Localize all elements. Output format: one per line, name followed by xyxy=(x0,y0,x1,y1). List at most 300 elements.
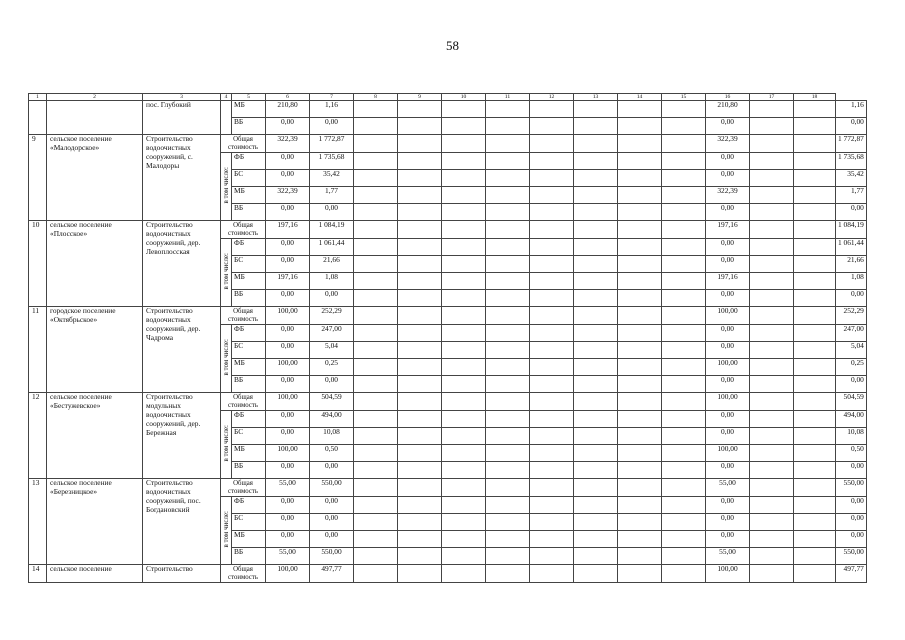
object-name: Строительство водоочистных сооружений, пос. Богдановский xyxy=(143,479,221,565)
empty-cell xyxy=(662,548,706,565)
empty-cell xyxy=(574,256,618,273)
empty-cell xyxy=(794,307,836,325)
empty-cell xyxy=(574,153,618,170)
value-col5: 0,00 xyxy=(266,170,310,187)
empty-cell xyxy=(574,273,618,290)
empty-cell xyxy=(750,514,794,531)
source-code: БС xyxy=(232,428,266,445)
source-code: МБ xyxy=(232,273,266,290)
empty-cell xyxy=(398,153,442,170)
value-col5: 0,00 xyxy=(266,204,310,221)
empty-cell xyxy=(618,462,662,479)
value-col18: 1 735,68 xyxy=(836,153,867,170)
empty-cell xyxy=(486,445,530,462)
empty-cell xyxy=(618,479,662,497)
empty-cell xyxy=(794,239,836,256)
value-col18: 550,00 xyxy=(836,479,867,497)
empty-cell xyxy=(398,411,442,428)
empty-cell xyxy=(398,497,442,514)
value-col6: 35,42 xyxy=(310,170,354,187)
empty-cell xyxy=(794,411,836,428)
empty-cell xyxy=(662,135,706,153)
empty-cell xyxy=(618,376,662,393)
empty-cell xyxy=(354,135,398,153)
column-number: 10 xyxy=(442,94,486,101)
empty-cell xyxy=(750,479,794,497)
empty-cell xyxy=(398,393,442,411)
empty-cell xyxy=(442,393,486,411)
budget-table xyxy=(28,93,867,583)
empty-cell xyxy=(442,239,486,256)
empty-cell xyxy=(354,428,398,445)
value-col6: 0,00 xyxy=(310,204,354,221)
column-number-row xyxy=(29,94,867,101)
value-col6: 21,66 xyxy=(310,256,354,273)
empty-cell xyxy=(354,531,398,548)
empty-cell xyxy=(750,256,794,273)
column-number: 11 xyxy=(486,94,530,101)
empty-cell xyxy=(750,531,794,548)
value-col6: 252,29 xyxy=(310,307,354,325)
empty-cell xyxy=(750,153,794,170)
column-number: 5 xyxy=(232,94,266,101)
empty-cell xyxy=(574,462,618,479)
value-col6: 0,00 xyxy=(310,290,354,307)
value-col18: 0,00 xyxy=(836,118,867,135)
value-col15: 0,00 xyxy=(706,531,750,548)
column-number: 1 xyxy=(29,94,47,101)
empty-cell xyxy=(530,239,574,256)
column-number: 18 xyxy=(794,94,836,101)
value-col15: 100,00 xyxy=(706,565,750,583)
empty-cell xyxy=(574,411,618,428)
empty-cell xyxy=(442,531,486,548)
total-label: Общая стоимость xyxy=(221,479,266,497)
value-col15: 0,00 xyxy=(706,170,750,187)
value-col18: 0,00 xyxy=(836,462,867,479)
value-col6: 0,00 xyxy=(310,376,354,393)
empty-cell xyxy=(398,273,442,290)
empty-cell xyxy=(750,428,794,445)
source-code: ВБ xyxy=(232,290,266,307)
empty-cell xyxy=(354,204,398,221)
value-col18: 35,42 xyxy=(836,170,867,187)
empty-cell xyxy=(662,101,706,118)
empty-cell xyxy=(354,325,398,342)
empty-cell xyxy=(530,204,574,221)
empty-cell xyxy=(662,307,706,325)
empty-cell xyxy=(662,118,706,135)
empty-cell xyxy=(398,514,442,531)
value-col5: 0,00 xyxy=(266,290,310,307)
sub-label: в том числе: xyxy=(221,424,230,462)
value-col18: 5,04 xyxy=(836,342,867,359)
source-code: ВБ xyxy=(232,118,266,135)
value-col18: 252,29 xyxy=(836,307,867,325)
value-col5: 0,00 xyxy=(266,531,310,548)
empty-cell xyxy=(530,256,574,273)
empty-cell xyxy=(750,411,794,428)
empty-cell xyxy=(750,325,794,342)
empty-cell xyxy=(486,118,530,135)
empty-cell xyxy=(574,393,618,411)
empty-cell xyxy=(530,462,574,479)
empty-cell xyxy=(574,290,618,307)
empty-cell xyxy=(794,514,836,531)
source-code: ВБ xyxy=(232,548,266,565)
empty-cell xyxy=(442,411,486,428)
empty-cell xyxy=(794,393,836,411)
empty-cell xyxy=(618,170,662,187)
empty-cell xyxy=(398,342,442,359)
value-col5: 322,39 xyxy=(266,135,310,153)
empty-cell xyxy=(794,325,836,342)
empty-cell xyxy=(530,187,574,204)
empty-cell xyxy=(354,497,398,514)
column-number: 16 xyxy=(706,94,750,101)
empty-cell xyxy=(618,290,662,307)
empty-cell xyxy=(486,548,530,565)
value-col15: 0,00 xyxy=(706,118,750,135)
column-number: 6 xyxy=(266,94,310,101)
table-row xyxy=(29,307,867,325)
empty-cell xyxy=(794,359,836,376)
empty-cell xyxy=(530,135,574,153)
empty-cell xyxy=(354,565,398,583)
empty-cell xyxy=(618,118,662,135)
empty-cell xyxy=(574,359,618,376)
empty-cell xyxy=(442,273,486,290)
empty-cell xyxy=(618,307,662,325)
empty-cell xyxy=(794,170,836,187)
sub-label: в том числе: xyxy=(221,252,230,290)
empty-cell xyxy=(574,479,618,497)
settlement: сельское поселение «Плосское» xyxy=(47,221,143,307)
empty-cell xyxy=(398,256,442,273)
sub-label-cell xyxy=(221,411,232,479)
empty-cell xyxy=(530,428,574,445)
empty-cell xyxy=(442,325,486,342)
value-col5: 0,00 xyxy=(266,342,310,359)
empty-cell xyxy=(662,445,706,462)
empty-cell xyxy=(794,273,836,290)
column-number: 14 xyxy=(618,94,662,101)
value-col5: 0,00 xyxy=(266,497,310,514)
empty-cell xyxy=(442,221,486,239)
empty-cell xyxy=(486,204,530,221)
empty-cell xyxy=(398,565,442,583)
empty-cell xyxy=(398,445,442,462)
empty-cell xyxy=(530,359,574,376)
empty-cell xyxy=(530,393,574,411)
empty-cell xyxy=(750,135,794,153)
empty-cell xyxy=(354,462,398,479)
empty-cell xyxy=(354,376,398,393)
empty-cell xyxy=(442,153,486,170)
empty-cell xyxy=(398,290,442,307)
source-code: МБ xyxy=(232,445,266,462)
object-name: Строительство водоочистных сооружений, дер. Чадрома xyxy=(143,307,221,393)
empty-cell xyxy=(618,325,662,342)
value-col5: 322,39 xyxy=(266,187,310,204)
value-col18: 1 061,44 xyxy=(836,239,867,256)
value-col18: 504,59 xyxy=(836,393,867,411)
source-code: ВБ xyxy=(232,376,266,393)
empty-cell xyxy=(750,462,794,479)
row-number: 13 xyxy=(29,479,47,565)
empty-cell xyxy=(398,170,442,187)
empty-cell xyxy=(442,445,486,462)
empty-cell xyxy=(662,462,706,479)
source-code: ФБ xyxy=(232,497,266,514)
value-col6: 497,77 xyxy=(310,565,354,583)
empty-cell xyxy=(442,135,486,153)
empty-cell xyxy=(354,221,398,239)
empty-cell xyxy=(574,204,618,221)
empty-cell xyxy=(530,342,574,359)
empty-cell xyxy=(574,118,618,135)
value-col15: 100,00 xyxy=(706,445,750,462)
table-row xyxy=(29,221,867,239)
value-col6: 0,00 xyxy=(310,531,354,548)
value-col5: 0,00 xyxy=(266,239,310,256)
empty-cell xyxy=(486,479,530,497)
empty-cell xyxy=(530,101,574,118)
table-row xyxy=(29,135,867,153)
empty-cell xyxy=(662,204,706,221)
empty-cell xyxy=(530,497,574,514)
empty-cell xyxy=(662,221,706,239)
row-number: 10 xyxy=(29,221,47,307)
column-number: 15 xyxy=(662,94,706,101)
sub-label-cell xyxy=(221,239,232,307)
empty-cell xyxy=(662,393,706,411)
value-col5: 0,00 xyxy=(266,153,310,170)
empty-cell xyxy=(486,428,530,445)
empty-cell xyxy=(486,221,530,239)
empty-cell xyxy=(530,221,574,239)
empty-cell xyxy=(486,411,530,428)
value-col6: 0,00 xyxy=(310,497,354,514)
value-col15: 0,00 xyxy=(706,153,750,170)
empty-cell xyxy=(354,514,398,531)
empty-cell xyxy=(486,393,530,411)
empty-cell xyxy=(574,135,618,153)
empty-cell xyxy=(662,565,706,583)
sub-label-cell xyxy=(221,325,232,393)
empty-cell xyxy=(662,531,706,548)
empty-cell xyxy=(530,290,574,307)
empty-cell xyxy=(662,256,706,273)
column-number: 17 xyxy=(750,94,794,101)
value-col5: 197,16 xyxy=(266,221,310,239)
empty-cell xyxy=(486,135,530,153)
empty-cell xyxy=(574,170,618,187)
empty-cell xyxy=(354,118,398,135)
empty-cell xyxy=(530,170,574,187)
row-number xyxy=(29,101,47,135)
empty-cell xyxy=(530,548,574,565)
column-number: 7 xyxy=(310,94,354,101)
value-col18: 1,77 xyxy=(836,187,867,204)
empty-cell xyxy=(574,428,618,445)
empty-cell xyxy=(794,479,836,497)
empty-cell xyxy=(618,514,662,531)
empty-cell xyxy=(354,411,398,428)
empty-cell xyxy=(750,307,794,325)
value-col6: 5,04 xyxy=(310,342,354,359)
empty-cell xyxy=(442,548,486,565)
empty-cell xyxy=(398,135,442,153)
empty-cell xyxy=(574,307,618,325)
value-col15: 322,39 xyxy=(706,135,750,153)
empty-cell xyxy=(618,256,662,273)
empty-cell xyxy=(442,290,486,307)
empty-cell xyxy=(750,548,794,565)
value-col6: 0,00 xyxy=(310,462,354,479)
empty-cell xyxy=(662,376,706,393)
empty-cell xyxy=(486,359,530,376)
value-col15: 0,00 xyxy=(706,290,750,307)
value-col18: 0,00 xyxy=(836,290,867,307)
value-col15: 55,00 xyxy=(706,548,750,565)
empty-cell xyxy=(442,376,486,393)
value-col5: 0,00 xyxy=(266,514,310,531)
empty-cell xyxy=(530,325,574,342)
object-name: Строительство xyxy=(143,565,221,583)
empty-cell xyxy=(486,307,530,325)
empty-cell xyxy=(662,290,706,307)
empty-cell xyxy=(486,239,530,256)
column-number: 4 xyxy=(221,94,232,101)
empty-cell xyxy=(794,565,836,583)
source-code: ВБ xyxy=(232,204,266,221)
page-number: 58 xyxy=(446,38,459,53)
value-col5: 0,00 xyxy=(266,376,310,393)
value-col18: 497,77 xyxy=(836,565,867,583)
value-col15: 55,00 xyxy=(706,479,750,497)
value-col15: 100,00 xyxy=(706,359,750,376)
empty-cell xyxy=(750,204,794,221)
value-col6: 550,00 xyxy=(310,479,354,497)
empty-cell xyxy=(442,187,486,204)
empty-cell xyxy=(750,239,794,256)
value-col18: 1 772,87 xyxy=(836,135,867,153)
empty-cell xyxy=(398,376,442,393)
empty-cell xyxy=(442,342,486,359)
empty-cell xyxy=(486,170,530,187)
value-col6: 1 084,19 xyxy=(310,221,354,239)
empty-cell xyxy=(794,290,836,307)
table-row xyxy=(29,101,867,118)
value-col6: 504,59 xyxy=(310,393,354,411)
empty-cell xyxy=(530,445,574,462)
empty-cell xyxy=(486,187,530,204)
empty-cell xyxy=(618,273,662,290)
empty-cell xyxy=(486,101,530,118)
empty-cell xyxy=(354,479,398,497)
empty-cell xyxy=(750,359,794,376)
value-col6: 1 061,44 xyxy=(310,239,354,256)
settlement xyxy=(47,101,143,135)
value-col18: 0,00 xyxy=(836,514,867,531)
settlement: сельское поселение «Малодорское» xyxy=(47,135,143,221)
source-code: МБ xyxy=(232,531,266,548)
value-col5: 55,00 xyxy=(266,479,310,497)
value-col6: 1 735,68 xyxy=(310,153,354,170)
empty-cell xyxy=(354,273,398,290)
settlement: городское поселение «Октябрьское» xyxy=(47,307,143,393)
empty-cell xyxy=(794,256,836,273)
empty-cell xyxy=(530,307,574,325)
empty-cell xyxy=(398,359,442,376)
empty-cell xyxy=(750,290,794,307)
row-number: 9 xyxy=(29,135,47,221)
empty-cell xyxy=(618,359,662,376)
empty-cell xyxy=(750,118,794,135)
column-number: 3 xyxy=(143,94,221,101)
value-col5: 55,00 xyxy=(266,548,310,565)
source-code: ФБ xyxy=(232,153,266,170)
empty-cell xyxy=(398,548,442,565)
empty-cell xyxy=(618,445,662,462)
empty-cell xyxy=(794,342,836,359)
value-col15: 210,80 xyxy=(706,101,750,118)
empty-cell xyxy=(750,221,794,239)
empty-cell xyxy=(530,273,574,290)
empty-cell xyxy=(486,273,530,290)
empty-cell xyxy=(574,514,618,531)
empty-cell xyxy=(442,256,486,273)
value-col5: 0,00 xyxy=(266,411,310,428)
empty-cell xyxy=(750,273,794,290)
empty-cell xyxy=(486,325,530,342)
value-col6: 10,08 xyxy=(310,428,354,445)
value-col5: 100,00 xyxy=(266,565,310,583)
empty-cell xyxy=(574,342,618,359)
empty-cell xyxy=(354,445,398,462)
empty-cell xyxy=(442,204,486,221)
value-col18: 1,16 xyxy=(836,101,867,118)
empty-cell xyxy=(574,548,618,565)
source-code: БС xyxy=(232,170,266,187)
empty-cell xyxy=(794,497,836,514)
empty-cell xyxy=(530,565,574,583)
settlement: сельское поселение «Березницкое» xyxy=(47,479,143,565)
source-code: ФБ xyxy=(232,239,266,256)
empty-cell xyxy=(442,462,486,479)
source-code: БС xyxy=(232,342,266,359)
empty-cell xyxy=(398,428,442,445)
value-col5: 100,00 xyxy=(266,359,310,376)
source-code: БС xyxy=(232,256,266,273)
empty-cell xyxy=(662,187,706,204)
sub-label: в том числе: xyxy=(221,166,230,204)
value-col5: 210,80 xyxy=(266,101,310,118)
value-col18: 0,50 xyxy=(836,445,867,462)
table-row xyxy=(29,479,867,497)
empty-cell xyxy=(662,479,706,497)
empty-cell xyxy=(574,531,618,548)
value-col18: 0,00 xyxy=(836,497,867,514)
empty-cell xyxy=(442,170,486,187)
empty-cell xyxy=(618,565,662,583)
empty-cell xyxy=(530,514,574,531)
empty-cell xyxy=(662,170,706,187)
empty-cell xyxy=(794,548,836,565)
empty-cell xyxy=(398,101,442,118)
value-col18: 494,00 xyxy=(836,411,867,428)
